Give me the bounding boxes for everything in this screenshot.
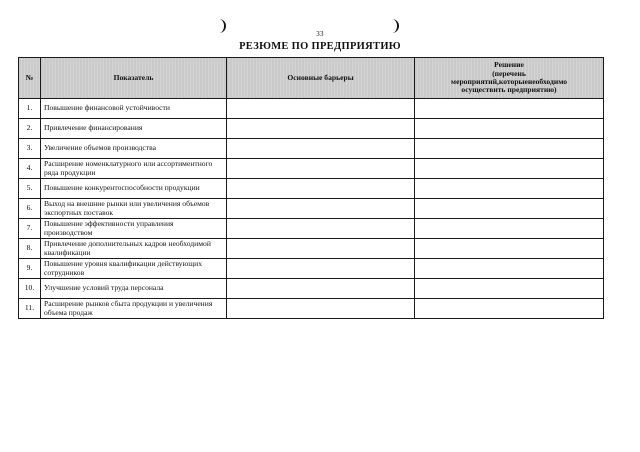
page-number: 33 (316, 30, 324, 38)
row-indicator: Привлечение дополнительных кадров необходимой квалификации (41, 239, 227, 259)
row-decision-cell[interactable] (415, 139, 604, 159)
row-barriers-cell[interactable] (227, 99, 415, 119)
row-number: 1. (19, 99, 41, 119)
row-barriers-cell[interactable] (227, 299, 415, 319)
table-row (19, 119, 604, 139)
table-row (19, 199, 604, 219)
table-row (19, 259, 604, 279)
row-barriers-cell[interactable] (227, 139, 415, 159)
row-number: 8. (19, 239, 41, 259)
row-indicator: Привлечение финансирования (41, 119, 227, 139)
row-barriers-cell[interactable] (227, 239, 415, 259)
page-title: РЕЗЮМЕ ПО ПРЕДПРИЯТИЮ (239, 41, 401, 52)
header-decision-line: мероприятий,которыенеобходимо (450, 77, 568, 86)
row-decision-cell[interactable] (415, 259, 604, 279)
crescent-moon-icon (386, 18, 402, 34)
crescent-moon-icon (213, 18, 229, 34)
row-number: 7. (19, 219, 41, 239)
row-decision-cell[interactable] (415, 159, 604, 179)
row-decision-cell[interactable] (415, 299, 604, 319)
header-barriers: Основные барьеры (227, 58, 415, 99)
row-indicator: Повышение эффективности управления производством (41, 219, 227, 239)
row-barriers-cell[interactable] (227, 199, 415, 219)
row-indicator: Улучшение условий труда персонала (41, 279, 227, 299)
row-decision-cell[interactable] (415, 99, 604, 119)
row-decision-cell[interactable] (415, 119, 604, 139)
header-decision-line: (перечень (492, 68, 526, 78)
table-row (19, 239, 604, 259)
row-decision-cell[interactable] (415, 199, 604, 219)
header-indicator: Показатель (41, 58, 227, 99)
row-number: 11. (19, 299, 41, 319)
table-row (19, 139, 604, 159)
row-decision-cell[interactable] (415, 179, 604, 199)
table-header-row (19, 58, 604, 99)
row-number: 2. (19, 119, 41, 139)
row-number: 3. (19, 139, 41, 159)
table-row (19, 99, 604, 119)
row-barriers-cell[interactable] (227, 219, 415, 239)
row-indicator: Выход на внешние рынки или увеличения объемов экспортных поставок (41, 199, 227, 219)
row-decision-cell[interactable] (415, 239, 604, 259)
row-indicator: Увеличение объемов производства (41, 139, 227, 159)
row-barriers-cell[interactable] (227, 259, 415, 279)
row-barriers-cell[interactable] (227, 119, 415, 139)
header-decision-line: осуществить предприятию) (461, 85, 557, 95)
row-indicator: Расширение рынков сбыта продукции и увеличения объема продаж (41, 299, 227, 319)
table-row (19, 179, 604, 199)
row-indicator: Повышение конкурентоспособности продукции (41, 179, 227, 199)
table-row (19, 279, 604, 299)
header-number: № (19, 58, 41, 99)
row-indicator: Повышение финансовой устойчивости (41, 99, 227, 119)
summary-table (18, 57, 604, 319)
row-barriers-cell[interactable] (227, 279, 415, 299)
row-indicator: Повышение уровня квалификации действующих сотрудников (41, 259, 227, 279)
row-number: 5. (19, 179, 41, 199)
row-number: 10. (19, 279, 41, 299)
row-number: 6. (19, 199, 41, 219)
header-decision (415, 58, 604, 99)
table-row (19, 159, 604, 179)
header-decision-line: Решение (494, 60, 524, 70)
row-barriers-cell[interactable] (227, 179, 415, 199)
row-decision-cell[interactable] (415, 279, 604, 299)
row-decision-cell[interactable] (415, 219, 604, 239)
table-row (19, 299, 604, 319)
table-row (19, 219, 604, 239)
row-indicator: Расширение номенклатурного или ассортиментного ряда продукции (41, 159, 227, 179)
row-number: 9. (19, 259, 41, 279)
row-number: 4. (19, 159, 41, 179)
row-barriers-cell[interactable] (227, 159, 415, 179)
